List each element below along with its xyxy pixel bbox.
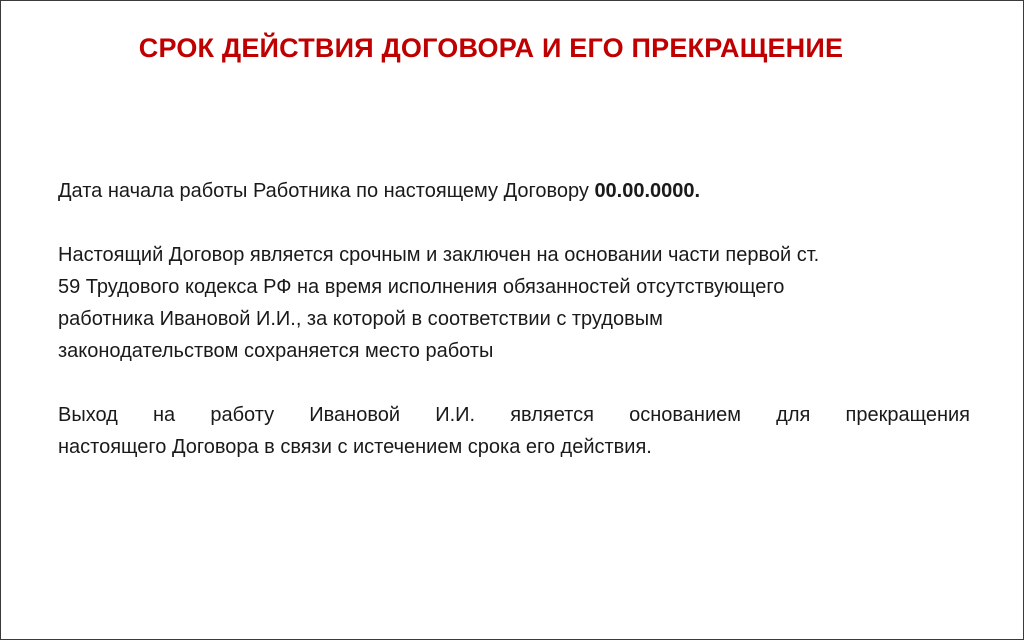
- contract-term-line: работника Ивановой И.И., за которой в соответствии с трудовым: [58, 308, 663, 330]
- start-date-value: 00.00.0000.: [594, 180, 701, 202]
- termination-line: настоящего Договора в связи с истечением срока его действия.: [58, 436, 652, 458]
- contract-term-line: законодательством сохраняется место работы: [58, 340, 494, 362]
- contract-term-line: 59 Трудового кодекса РФ на время исполнения обязанностей отсутствующего: [58, 276, 785, 298]
- start-date-text: Дата начала работы Работника по настоящему Договору: [58, 180, 595, 202]
- slide-body: [58, 175, 970, 495]
- termination-line: Выход на работу Ивановой И.И. является основанием для прекращения: [58, 404, 970, 426]
- paragraph-start-date: [58, 175, 970, 207]
- contract-term-line: Настоящий Договор является срочным и заключен на основании части первой ст.: [58, 244, 820, 266]
- slide-title: СРОК ДЕЙСТВИЯ ДОГОВОРА И ЕГО ПРЕКРАЩЕНИЕ: [138, 33, 844, 63]
- paragraph-contract-term: [58, 239, 970, 367]
- paragraph-termination: [58, 399, 970, 463]
